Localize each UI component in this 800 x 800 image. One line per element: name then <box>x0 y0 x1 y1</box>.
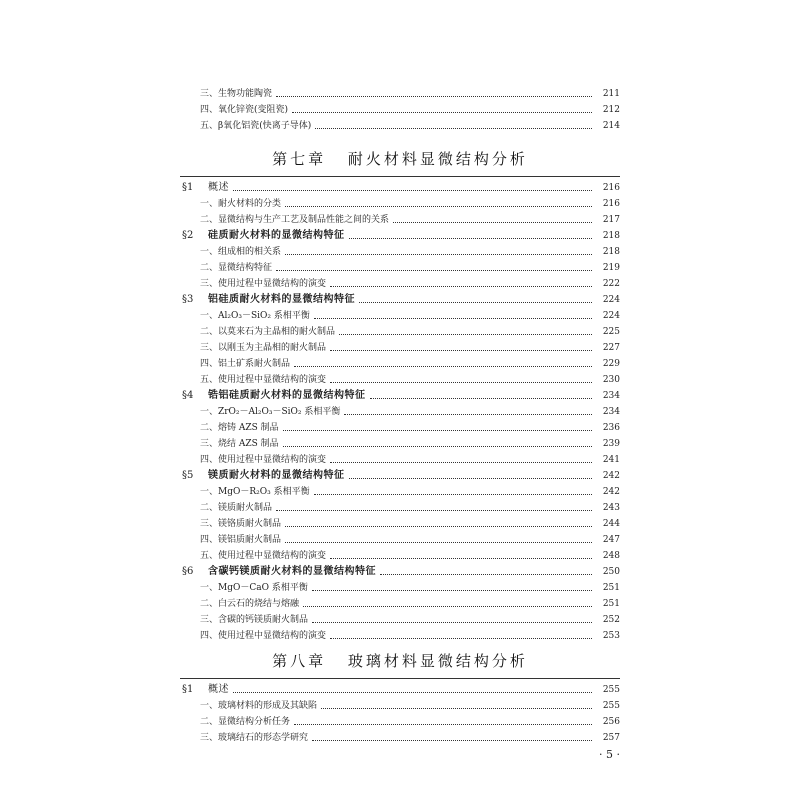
entry-page: 256 <box>602 717 620 727</box>
section-number: §5 <box>182 470 194 481</box>
chapter-heading <box>0 650 800 671</box>
leader-dots <box>330 461 592 463</box>
leader-dots <box>349 237 593 239</box>
entry-title: 一、MgO－R₂O₃ 系相平衡 <box>200 487 310 497</box>
leader-dots <box>349 477 593 479</box>
toc-entry <box>180 484 620 500</box>
entry-page: 234 <box>602 407 620 417</box>
entry-page: 225 <box>602 327 620 337</box>
leader-dots <box>344 413 592 415</box>
toc-entry <box>180 324 620 340</box>
section-title: 含碳钙镁质耐火材料的显微结构特征 <box>208 566 376 577</box>
leader-dots <box>285 525 592 527</box>
page-number: · 5 · <box>599 748 620 761</box>
entry-title: 三、含碳的钙镁质耐火制品 <box>200 615 309 625</box>
entry-title: 四、铝土矿系耐火制品 <box>200 359 291 369</box>
toc-entry <box>180 730 620 746</box>
leader-dots <box>285 205 592 207</box>
chapter-number: 第八章 <box>272 652 327 670</box>
entry-page: 236 <box>602 423 620 433</box>
entry-title: 四、使用过程中显微结构的演变 <box>200 631 327 641</box>
entry-page: 218 <box>602 247 620 257</box>
entry-title: 一、ZrO₂－Al₂O₃－SiO₂ 系相平衡 <box>200 407 341 417</box>
toc-entry <box>180 102 620 118</box>
entry-page: 248 <box>602 551 620 561</box>
section-number: §1 <box>182 684 194 695</box>
chapter-number: 第七章 <box>272 150 327 168</box>
leader-dots <box>370 397 593 399</box>
leader-dots <box>285 541 592 543</box>
entry-title: 五、使用过程中显微结构的演变 <box>200 551 327 561</box>
entry-title: 四、使用过程中显微结构的演变 <box>200 455 327 465</box>
toc-entry <box>180 308 620 324</box>
entry-page: 219 <box>602 263 620 273</box>
toc-entry <box>180 714 620 730</box>
toc-section <box>180 180 620 196</box>
leader-dots <box>330 285 592 287</box>
entry-title: 二、以莫来石为主晶相的耐火制品 <box>200 327 336 337</box>
chapter-title: 玻璃材料显微结构分析 <box>347 652 528 670</box>
leader-dots <box>330 557 592 559</box>
section-number: §2 <box>182 230 194 241</box>
toc-entry <box>180 436 620 452</box>
toc-section <box>180 564 620 580</box>
entry-title: 二、显微结构特征 <box>200 263 273 273</box>
section-page: 224 <box>602 295 620 305</box>
entry-page: 251 <box>602 583 620 593</box>
section-page: 255 <box>602 685 620 695</box>
leader-dots <box>276 95 592 97</box>
entry-page: 242 <box>602 487 620 497</box>
leader-dots <box>312 589 592 591</box>
toc-entry <box>180 212 620 228</box>
section-number: §6 <box>182 566 194 577</box>
leader-dots <box>330 381 592 383</box>
section-page: 234 <box>602 391 620 401</box>
toc-section <box>180 388 620 404</box>
section-title: 铝硅质耐火材料的显微结构特征 <box>208 294 355 305</box>
leader-dots <box>294 723 592 725</box>
divider <box>180 678 620 679</box>
toc-section <box>180 682 620 698</box>
toc-entry <box>180 596 620 612</box>
section-title: 概述 <box>208 182 229 193</box>
toc-entry <box>180 698 620 714</box>
toc-entry <box>180 372 620 388</box>
chapter-title: 耐火材料显微结构分析 <box>347 150 528 168</box>
entry-page: 212 <box>602 105 620 115</box>
entry-page: 211 <box>602 89 620 99</box>
leader-dots <box>330 637 592 639</box>
section-title: 镁质耐火材料的显微结构特征 <box>208 470 345 481</box>
entry-title: 五、使用过程中显微结构的演变 <box>200 375 327 385</box>
entry-page: 227 <box>602 343 620 353</box>
toc-section <box>180 468 620 484</box>
entry-title: 一、MgO－CaO 系相平衡 <box>200 583 308 593</box>
entry-title: 二、显微结构分析任务 <box>200 717 291 727</box>
toc-entry <box>180 260 620 276</box>
toc-entry <box>180 628 620 644</box>
entry-title: 三、镁铬质耐火制品 <box>200 519 282 529</box>
leader-dots <box>312 739 592 741</box>
leader-dots <box>233 691 592 693</box>
leader-dots <box>315 127 592 129</box>
entry-page: 239 <box>602 439 620 449</box>
leader-dots <box>294 365 592 367</box>
entry-title: 三、以刚玉为主晶相的耐火制品 <box>200 343 327 353</box>
leader-dots <box>321 707 592 709</box>
entry-title: 三、玻璃结石的形态学研究 <box>200 733 309 743</box>
section-page: 218 <box>602 231 620 241</box>
toc-entry <box>180 118 620 134</box>
leader-dots <box>303 605 592 607</box>
section-number: §3 <box>182 294 194 305</box>
section-page: 242 <box>602 471 620 481</box>
entry-title: 二、镁质耐火制品 <box>200 503 273 513</box>
entry-page: 252 <box>602 615 620 625</box>
leader-dots <box>312 621 592 623</box>
entry-page: 230 <box>602 375 620 385</box>
toc-entry <box>180 404 620 420</box>
leader-dots <box>330 349 592 351</box>
entry-page: 229 <box>602 359 620 369</box>
divider <box>180 176 620 177</box>
toc-entry <box>180 500 620 516</box>
entry-title: 二、显微结构与生产工艺及制品性能之间的关系 <box>200 215 390 225</box>
entry-page: 224 <box>602 311 620 321</box>
leader-dots <box>393 221 592 223</box>
entry-page: 253 <box>602 631 620 641</box>
entry-page: 214 <box>602 121 620 131</box>
section-number: §4 <box>182 390 194 401</box>
entry-title: 一、组成相的相关系 <box>200 247 282 257</box>
toc-entry <box>180 276 620 292</box>
entry-page: 241 <box>602 455 620 465</box>
section-number: §1 <box>182 182 194 193</box>
leader-dots <box>314 493 592 495</box>
toc-section <box>180 228 620 244</box>
section-title: 锆铝硅质耐火材料的显微结构特征 <box>208 390 366 401</box>
entry-title: 一、Al₂O₃－SiO₂ 系相平衡 <box>200 311 310 321</box>
entry-page: 251 <box>602 599 620 609</box>
toc-entry <box>180 196 620 212</box>
toc-section <box>180 292 620 308</box>
entry-page: 244 <box>602 519 620 529</box>
leader-dots <box>283 445 592 447</box>
leader-dots <box>276 509 592 511</box>
toc-entry <box>180 86 620 102</box>
toc-entry <box>180 420 620 436</box>
section-page: 250 <box>602 567 620 577</box>
entry-title: 二、熔铸 AZS 制品 <box>200 423 279 433</box>
entry-title: 五、β氧化铝瓷(快离子导体) <box>200 121 312 131</box>
toc-entry <box>180 580 620 596</box>
entry-title: 二、白云石的烧结与熔融 <box>200 599 300 609</box>
leader-dots <box>292 111 592 113</box>
entry-title: 三、烧结 AZS 制品 <box>200 439 279 449</box>
leader-dots <box>359 301 592 303</box>
entry-title: 一、耐火材料的分类 <box>200 199 282 209</box>
entry-page: 243 <box>602 503 620 513</box>
leader-dots <box>233 189 592 191</box>
chapter-heading <box>0 148 800 169</box>
leader-dots <box>283 429 592 431</box>
toc-entry <box>180 612 620 628</box>
entry-page: 217 <box>602 215 620 225</box>
entry-page: 222 <box>602 279 620 289</box>
entry-title: 四、镁铝质耐火制品 <box>200 535 282 545</box>
entry-page: 255 <box>602 701 620 711</box>
leader-dots <box>276 269 592 271</box>
entry-title: 四、氧化锌瓷(变阻瓷) <box>200 105 289 115</box>
toc-entry <box>180 340 620 356</box>
toc-entry <box>180 548 620 564</box>
toc-entry <box>180 244 620 260</box>
toc-entry <box>180 452 620 468</box>
entry-title: 一、玻璃材料的形成及其缺陷 <box>200 701 318 711</box>
entry-title: 三、使用过程中显微结构的演变 <box>200 279 327 289</box>
leader-dots <box>314 317 592 319</box>
entry-page: 257 <box>602 733 620 743</box>
toc-entry <box>180 532 620 548</box>
entry-page: 247 <box>602 535 620 545</box>
entry-page: 216 <box>602 199 620 209</box>
toc-entry <box>180 516 620 532</box>
leader-dots <box>285 253 592 255</box>
leader-dots <box>380 573 592 575</box>
section-title: 概述 <box>208 684 229 695</box>
leader-dots <box>339 333 592 335</box>
toc-entry <box>180 356 620 372</box>
entry-title: 三、生物功能陶瓷 <box>200 89 273 99</box>
section-page: 216 <box>602 183 620 193</box>
section-title: 硅质耐火材料的显微结构特征 <box>208 230 345 241</box>
